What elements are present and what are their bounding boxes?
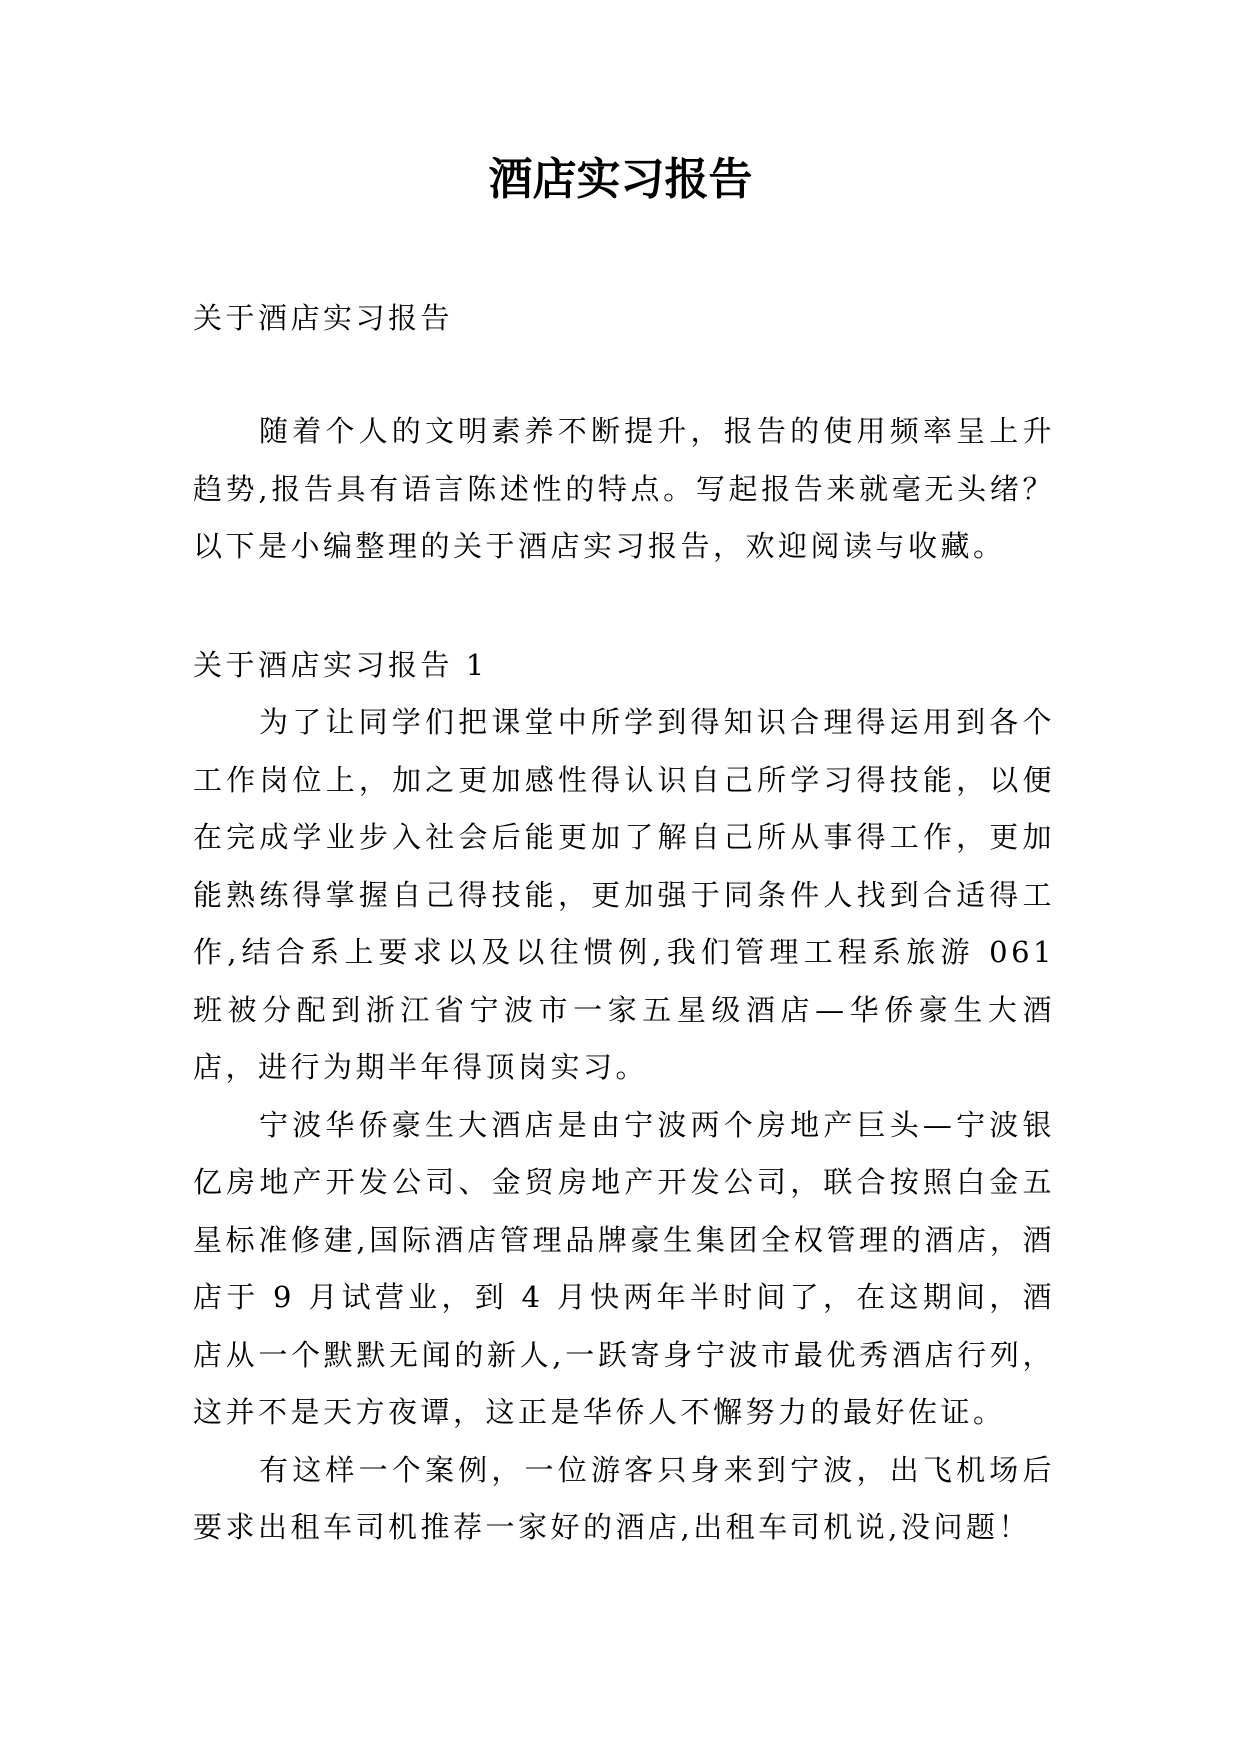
section-heading: 关于酒店实习报告 1 [193, 648, 488, 682]
section-body [193, 694, 1055, 1557]
intro-paragraph: 随着个人的文明素养不断提升，报告的使用频率呈上升趋势,报告具有语言陈述性的特点。写起报告来就毫无头绪？以下是小编整理的关于酒店实习报告，欢迎阅读与收藏。 [193, 414, 1055, 563]
body-paragraph: 为了让同学们把课堂中所学到得知识合理得运用到各个工作岗位上，加之更加感性得认识自己所学习得技能，以便在完成学业步入社会后能更加了解自己所从事得工作，更加能熟练得掌握自己得技能，更加强于同条件人找到合适得工作,结合系上要求以及以往惯例,我们管理工程系旅游 061 班被分配到浙江省宁波市一家五星级酒店—华侨豪生大酒店，进行为期半年得顶岗实习。 [193, 705, 1055, 1084]
body-paragraph: 有这样一个案例，一位游客只身来到宁波，出飞机场后要求出租车司机推荐一家好的酒店,出租车司机说,没问题！ [193, 1452, 1055, 1544]
body-paragraph: 宁波华侨豪生大酒店是由宁波两个房地产巨头—宁波银亿房地产开发公司、金贸房地产开发公司，联合按照白金五星标准修建,国际酒店管理品牌豪生集团全权管理的酒店，酒店于 9 月试营业，到 4 月快两年半时间了，在这期间，酒店从一个默默无闻的新人,一跃寄身宁波市最优秀酒店行列，这并不是天方夜谭，这正是华侨人不懈努力的最好佐证。 [193, 1107, 1055, 1429]
document-subtitle: 关于酒店实习报告 [193, 301, 454, 335]
document-title: 酒店实习报告 [488, 154, 753, 205]
